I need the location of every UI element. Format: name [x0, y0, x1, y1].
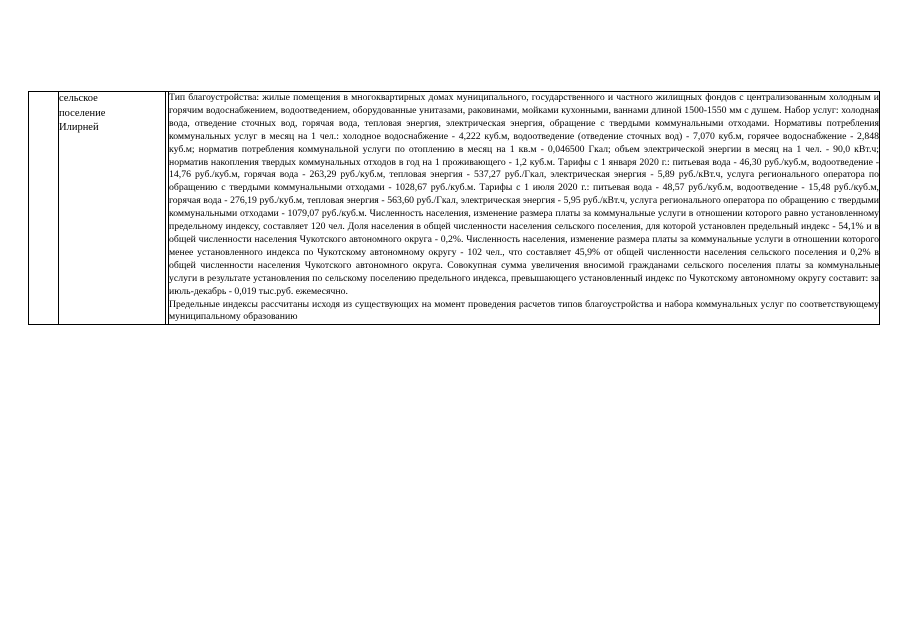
- description-cell: [169, 92, 880, 325]
- note-paragraph: Предельные индексы рассчитаны исходя из существующих на момент проведения расчетов типов благоустройства и набора коммунальных услуг по соответствующему муниципальному образованию: [169, 298, 879, 323]
- settlement-name-line: поселение: [59, 107, 106, 119]
- row-number-cell: [29, 92, 59, 325]
- settlement-name-line: сельское: [59, 93, 98, 104]
- settlement-name-cell: [59, 92, 166, 325]
- description-paragraph: Тип благоустройства: жилые помещения в многоквартирных домах муниципального, государственного и частного жилищных фондов с централизованным холодным и горячим водоснабжением, водоотведением, оборудованные унитазами, раковинами, мойками кухонными, ваннами длиной 1500-1550 мм с душем. Набор услуг: холодная вода, отведение сточных вод, горячая вода, тепловая энергия, электрическая энергия, обращение с твердыми коммунальными отходами. Нормативы потребления коммунальных услуг в месяц на 1 чел.: холодное водоснабжение - 4,222 куб.м, водоотведение (отведение сточных вод) - 7,070 куб.м, горячее водоснабжение - 2,848 куб.м; норматив потребления коммунальной услуги по отоплению в месяц на 1 кв.м - 0,046500 Гкал; объем электрической энергии в месяц на 1 чел. - 90,0 кВт.ч; норматив накопления твердых коммунальных отходов в год на 1 проживающего - 1,2 куб.м. Тарифы с 1 января 2020 г.: питьевая вода - 46,30 руб./куб.м, водоотведение - 14,76 руб./куб.м, горячая вода - 263,29 руб./куб.м, тепловая энергия - 537,27 руб./Гкал, электрическая энергия - 5,89 руб./кВт.ч, услуга регионального оператора по обращению с твердыми коммунальными отходами - 1028,67 руб./куб.м. Тарифы с 1 июля 2020 г.: питьевая вода - 48,57 руб./куб.м, водоотведение - 15,48 руб./куб.м, горячая вода - 276,19 руб./куб.м, тепловая энергия - 563,60 руб./Гкал, электрическая энергия - 5,95 руб./кВт.ч, услуга регионального оператора по обращению с твердыми коммунальными отходами - 1079,07 руб./куб.м. Численность населения, изменение размера платы за коммунальные услуги в отношении которого равно установленному предельному индексу, составляет 120 чел. Доля населения в общей численности населения сельского поселения, для которой установлен предельный индекс - 54,1% и в общей численности населения Чукотского автономного округа - 0,2%. Численность населения, изменение размера платы за коммунальные услуги в отношении которого менее установленного индекса по Чукотскому автономному округу - 102 чел., что составляет 45,9% от общей численности населения сельского поселения и 0,2% в общей численности населения Чукотского автономного округа. Совокупная сумма увеличения вносимой гражданами сельского поселения платы за коммунальные услуги в результате установления по сельскому поселению предельного индекса, превышающего установленный индекс по Чукотскому автономному округу составит: за июль-декабрь - 0,019 тыс.руб. ежемесячно.: [169, 92, 879, 297]
- data-table: [28, 91, 880, 325]
- table-row: [29, 92, 880, 325]
- settlement-name-line: Илирней: [59, 122, 99, 134]
